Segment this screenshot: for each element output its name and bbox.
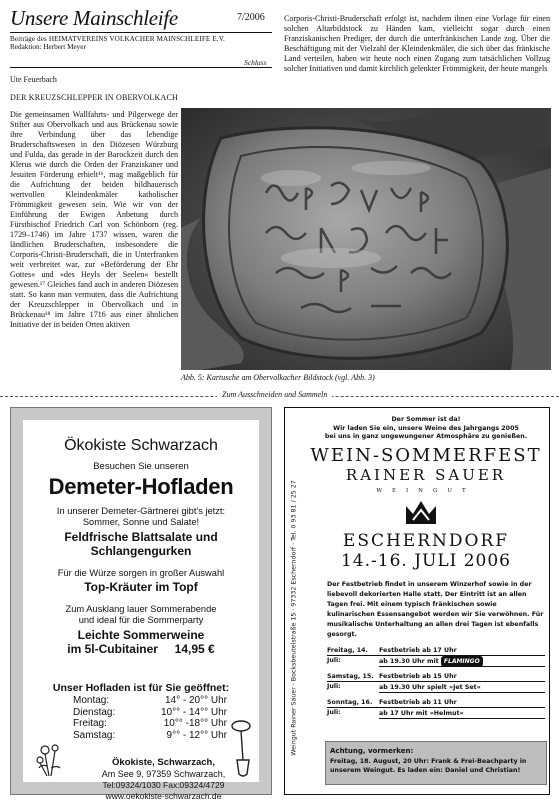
okokiste-advertisement xyxy=(10,407,272,800)
reminder-heading: Achtung, vormerken: xyxy=(330,747,414,755)
schedule-saturday xyxy=(327,672,545,693)
weingut-label: WEINGUT xyxy=(376,488,476,494)
ad-intro: Besuchen Sie unseren xyxy=(93,461,189,472)
hours-row xyxy=(73,707,243,719)
schedule-line: Festbetrieb ab 11 Uhr xyxy=(379,698,545,708)
hours-row xyxy=(73,718,243,730)
ad-shop-title: Ökokiste Schwarzach xyxy=(64,437,218,454)
schedule-day: Freitag, 14. Juli: xyxy=(327,646,379,656)
reminder-box xyxy=(325,741,547,785)
event-description: Der Festbetrieb findet in unserem Winzerhof sowie in der liebevoll dekorierten Halle statt. Der Eintritt ist an allen Tagen frei. Mit einem typisch fränkischen sowie kulinarischen Essensangebot werden wir Sie verwöhnen. Für musikalische Unterhaltung an allen drei Tagen ist ebenfalls gesorgt. xyxy=(327,581,544,638)
hours-time: 10°° -18°° Uhr xyxy=(163,718,227,729)
article-left-column: Die gemeinsamen Wallfahrts- und Pilgerwege der Stifter aus Obervolkach und aus Brückenau sowie ihre Verbindung über das lebendige Bruderschaftswesen in den Diözesen Würzburg und Fulda, das gerade in der Barockzeit durch den Klerus wie durch die Orden der Franziskaner und Jesuiten Förderung erhielt¹⁶, mag maßgeblich für die Aufrichtung der beiden bildhauerisch wertvollen Kleindenkmäler katholischer Frömmigkeit gewesen sein. Wie wir von der Einführung der Ewigen Anbetung durch Fürstbischof Friedrich Carl von Schönborn (reg. 1729–1746) im Jahre 1737 wissen, waren die ländlichen Bruderschaften, insbesondere die Corporis-Christi-Bruderschaft, die in Unterfranken weit verbreitet war, zur »Beförderung der Ehr Gottes« und »des Heyls der Seelen« bestellt gewesen.¹⁷ Gleiches fand auch in anderen Diözesen statt. So kann man vermuten, dass die Aufrichtung der Kreuzschlepper in Obervolkach und in Brückenau¹⁸ im Jahre 1716 aus einer ähnlichen Initiative der in beiden Orten aktiven xyxy=(10,110,178,329)
ad-address-phone: Tel:09324/1030 Fax:09324/4729 xyxy=(102,780,225,790)
masthead-subtitle: Beiträge des HEIMATVEREINS VOLKACHER MAINSCHLEIFE E.V. xyxy=(10,35,225,43)
ad-highlight: Leichte Sommerweine xyxy=(77,628,205,642)
ad-headline: Demeter-Hofladen xyxy=(48,474,234,499)
header-rule-lower xyxy=(10,67,272,68)
ad-address-street: Am See 9, 97359 Schwarzach, xyxy=(101,769,226,779)
ad-highlight: Schlangengurken xyxy=(90,544,192,558)
article-author: Ute Feuerbach xyxy=(10,75,57,84)
hours-day: Montag: xyxy=(73,695,110,706)
issue-number: 7/2006 xyxy=(237,12,265,23)
continuation-label: Schluss xyxy=(244,58,267,67)
hours-day: Freitag: xyxy=(73,718,107,729)
schedule-line-text: ab 19.30 Uhr mit xyxy=(379,658,439,665)
schedule-friday xyxy=(327,646,545,667)
schedule-day: Samstag, 15. Juli: xyxy=(327,672,379,682)
crown-logo-icon xyxy=(403,498,439,528)
event-title: WEIN-SOMMERFEST xyxy=(310,445,542,466)
cartouche-photo xyxy=(181,108,551,370)
ad-invitation xyxy=(307,416,545,442)
flamingo-band-logo: FLAMINGO xyxy=(441,656,483,667)
article-right-column: Corporis-Christi-Bruderschaft erfolgt ist, nachdem ihnen eine Vorlage für einen solchen Altarbildstock zu Händen kam, vielleicht sogar durch einen Franziskanischen Prediger, der durch die unterfränkischen Lande zog. Über die Beschäftigung mit der Vielzahl der Kleindenkmäler, die sich über das fränkische Land verteilen, haben wir heute noch einen Zugang zum tatsächlichen Vollzug solcher Initiativen und damit kirchlich gelenkter Frömmigkeit, der heute mangels xyxy=(284,14,550,73)
flower-icon xyxy=(31,738,71,778)
article-headline: DER KREUZSCHLEPPER IN OBERVOLKACH xyxy=(10,93,178,102)
hours-row xyxy=(73,730,243,742)
invitation-line: Der Sommer ist da! xyxy=(391,416,461,423)
ad-text: und ideal für die Sommerparty xyxy=(78,615,204,625)
ad-text: Für die Würze sorgen in großer Auswahl xyxy=(57,568,225,578)
schedule-line: ab 17 Uhr mit »Helmut« xyxy=(379,708,545,719)
opening-hours-table xyxy=(73,695,243,741)
ad-text: Sommer, Sonne und Salate! xyxy=(82,517,200,527)
ad-website: www.oekokiste-schwarzach.de xyxy=(105,791,222,800)
schedule-line: ab 19.30 Uhr spielt »Jet Set« xyxy=(379,682,545,693)
schedule-sunday xyxy=(327,698,545,719)
header-rule xyxy=(10,32,272,33)
photo-caption: Abb. 5: Kartusche am Obervolkacher Bildstock (vgl. Abb. 3) xyxy=(181,373,375,382)
ad-address-name: Ökokiste, Schwarzach, xyxy=(112,757,215,768)
event-date: 14.-16. JULI 2006 xyxy=(340,551,512,571)
hours-day: Dienstag: xyxy=(73,706,116,718)
ad-highlight: im 5l-Cubitainer 14,95 € xyxy=(67,642,215,656)
winery-name: RAINER SAUER xyxy=(345,466,507,484)
ad-text: In unserer Demeter-Gärtnerei gibt's jetzt: xyxy=(56,506,226,516)
reminder-text: Freitag, 18. August, 20 Uhr: Frank & Frei-Beachparty in unserem Weingut. Es laden ein: Daniel und Christian! xyxy=(330,757,527,774)
vertical-address xyxy=(287,448,301,788)
hours-day: Samstag: xyxy=(73,729,116,741)
schedule-line: Festbetrieb ab 15 Uhr xyxy=(379,672,545,682)
masthead-editor: Redaktion: Herbert Meyer xyxy=(10,43,86,51)
cut-label: Zum Ausschneiden und Sammeln xyxy=(217,390,332,399)
hours-time: 9°° - 12°° Uhr xyxy=(166,729,227,741)
ad-highlight: Top-Kräuter im Topf xyxy=(84,580,198,594)
schedule-line xyxy=(379,656,545,667)
event-city: ESCHERNDORF xyxy=(342,531,510,551)
hours-time: 14° - 20°° Uhr xyxy=(164,695,227,706)
opening-hours-heading: Unser Hofladen ist für Sie geöffnet: xyxy=(52,682,230,694)
hours-time: 10°° - 14°° Uhr xyxy=(160,706,227,718)
schedule-line: Festbetrieb ab 17 Uhr xyxy=(379,646,545,656)
schedule-day: Sonntag, 16. Juli: xyxy=(327,698,379,708)
invitation-line: bei uns in ganz ungewungener Atmosphäre zu genießen. xyxy=(324,433,528,440)
ad-highlight: Feldfrische Blattsalate und xyxy=(64,530,218,544)
masthead-title: Unsere Mainschleife xyxy=(10,6,178,30)
weinfest-advertisement xyxy=(284,407,550,795)
hours-row xyxy=(73,695,243,707)
vertical-address-text: Weingut Rainer Sauer · Bocksbeutelstraße 15 · 97332 Escherndorf · Tel. 0 93 81 / 25 27 xyxy=(290,480,298,756)
ad-text: Zum Ausklang lauer Sommerabende xyxy=(65,604,217,614)
invitation-line: Wir laden Sie ein, unsere Weine des Jahrgangs 2005 xyxy=(333,424,519,432)
